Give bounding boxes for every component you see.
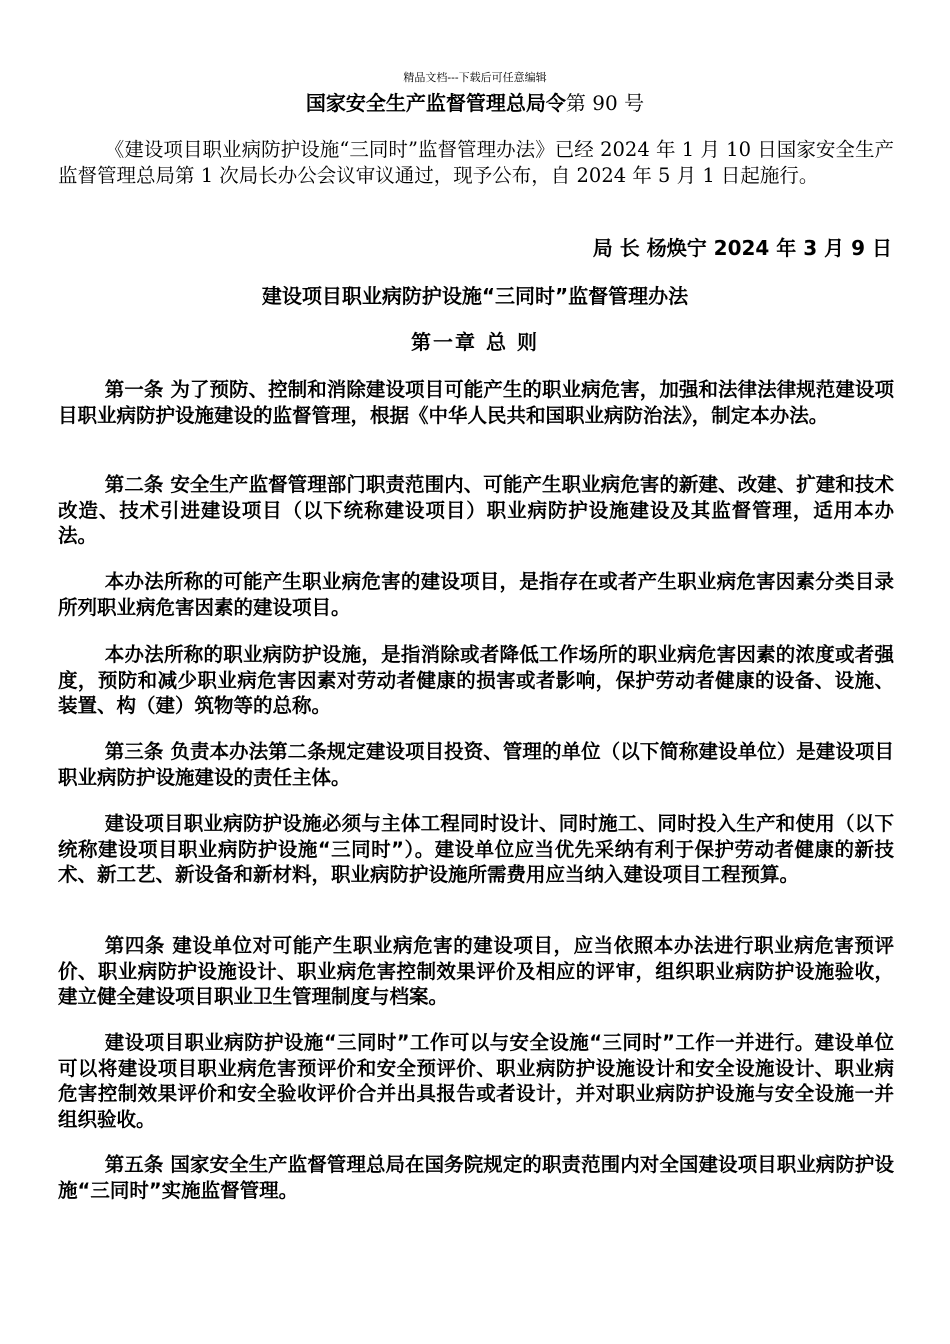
- order-title-text: 国家安全生产监督管理总局令: [305, 91, 566, 115]
- article-paragraph: 本办法所称的可能产生职业病危害的建设项目，是指存在或者产生职业病危害因素分类目录所列职业病危害因素的建设项目。: [58, 570, 894, 619]
- order-number: 第 90 号: [565, 91, 645, 115]
- article-paragraph: 第三条 负责本办法第二条规定建设项目投资、管理的单位（以下简称建设单位）是建设项目职业病防护设施建设的责任主体。: [58, 740, 894, 789]
- article-paragraph: 第二条 安全生产监督管理部门职责范围内、可能产生职业病危害的新建、改建、扩建和技术改造、技术引进建设项目（以下统称建设项目）职业病防护设施建设及其监督管理，适用本办法。: [58, 473, 894, 547]
- document-title: 建设项目职业病防护设施“三同时”监督管理办法: [261, 284, 689, 308]
- intro-paragraph: 《建设项目职业病防护设施“三同时”监督管理办法》已经 2024 年 1 月 10 日国家安全生产监督管理总局第 1 次局长办公会议审议通过，现予公布，自 2024 年 5 月 1 日起施行。: [58, 138, 894, 187]
- article-paragraph: 建设项目职业病防护设施必须与主体工程同时设计、同时施工、同时投入生产和使用（以下统称建设项目职业病防护设施“三同时”）。建设单位应当优先采纳有利于保护劳动者健康的新技术、新工艺、新设备和新材料，职业病防护设施所需费用应当纳入建设项目工程预算。: [58, 812, 894, 886]
- article-paragraph: 本办法所称的职业病防护设施，是指消除或者降低工作场所的职业病危害因素的浓度或者强度，预防和减少职业病危害因素对劳动者健康的损害或者影响，保护劳动者健康的设备、设施、装置、构（建）筑物等的总称。: [58, 643, 894, 717]
- header-note: 精品文档---下载后可任意编辑: [403, 71, 547, 84]
- chapter-heading: 第一章 总 则: [411, 330, 539, 354]
- order-title: [0, 90, 950, 116]
- article-paragraph: 第五条 国家安全生产监督管理总局在国务院规定的职责范围内对全国建设项目职业病防护设施“三同时”实施监督管理。: [58, 1153, 894, 1202]
- signature-line: 局 长 杨焕宁 2024 年 3 月 9 日: [592, 236, 892, 260]
- article-paragraph: 建设项目职业病防护设施“三同时”工作可以与安全设施“三同时”工作一并进行。建设单位可以将建设项目职业病危害预评价和安全预评价、职业病防护设施设计和安全设施设计、职业病危害控制效果评价和安全验收评价合并出具报告或者设计，并对职业病防护设施与安全设施一并组织验收。: [58, 1031, 894, 1131]
- article-paragraph: 第四条 建设单位对可能产生职业病危害的建设项目，应当依照本办法进行职业病危害预评价、职业病防护设施设计、职业病危害控制效果评价及相应的评审，组织职业病防护设施验收，建立健全建设项目职业卫生管理制度与档案。: [58, 934, 894, 1008]
- article-paragraph: 第一条 为了预防、控制和消除建设项目可能产生的职业病危害，加强和法律法律规范建设项目职业病防护设施建设的监督管理，根据《中华人民共和国职业病防治法》，制定本办法。: [58, 378, 894, 427]
